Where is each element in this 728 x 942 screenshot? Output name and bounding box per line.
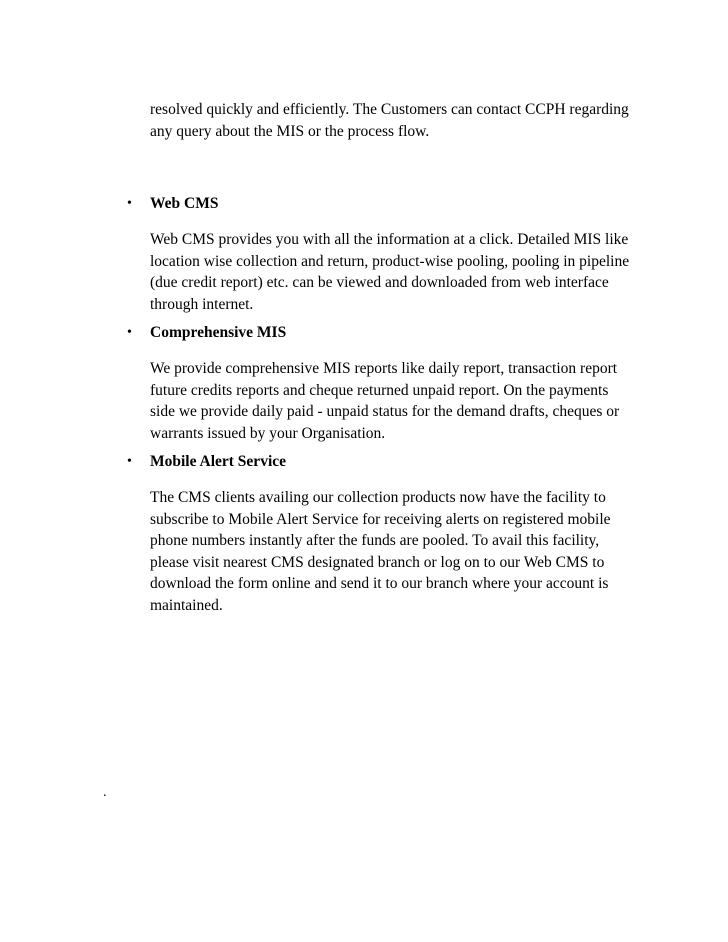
- intro-paragraph: [150, 99, 630, 142]
- footer-mark: .: [103, 785, 107, 800]
- section-body-web-cms: Web CMS provides you with all the information at a click. Detailed MIS like location wise collection and return, product-wise pooling, pooling in pipeline (due credit report) etc. can be viewed and downloaded from web interface through internet.: [150, 231, 630, 313]
- section-heading-mobile-alert-service: Mobile Alert Service: [150, 453, 287, 470]
- section-heading-web-cms: Web CMS: [150, 195, 219, 212]
- bullet-icon: •: [127, 454, 132, 469]
- bullet-icon: •: [127, 325, 132, 340]
- section-body-comprehensive-mis: We provide comprehensive MIS reports like daily report, transaction report future credits reports and cheque returned unpaid report. On the payments side we provide daily paid - unpaid status for the demand drafts, cheques or warrants issued by your Organisation.: [150, 360, 620, 442]
- section-body-mobile-alert-service: The CMS clients availing our collection products now have the facility to subscribe to Mobile Alert Service for receiving alerts on registered mobile phone numbers instantly after the funds are pooled. To avail this facility, please visit nearest CMS designated branch or log on to our Web CMS to download the form online and send it to our branch where your account is maintained.: [150, 489, 611, 614]
- intro-text: resolved quickly and efficiently. The Customers can contact CCPH regarding any query about the MIS or the process flow.: [150, 101, 629, 140]
- bullet-icon: •: [127, 196, 132, 211]
- section-heading-comprehensive-mis: Comprehensive MIS: [150, 324, 287, 341]
